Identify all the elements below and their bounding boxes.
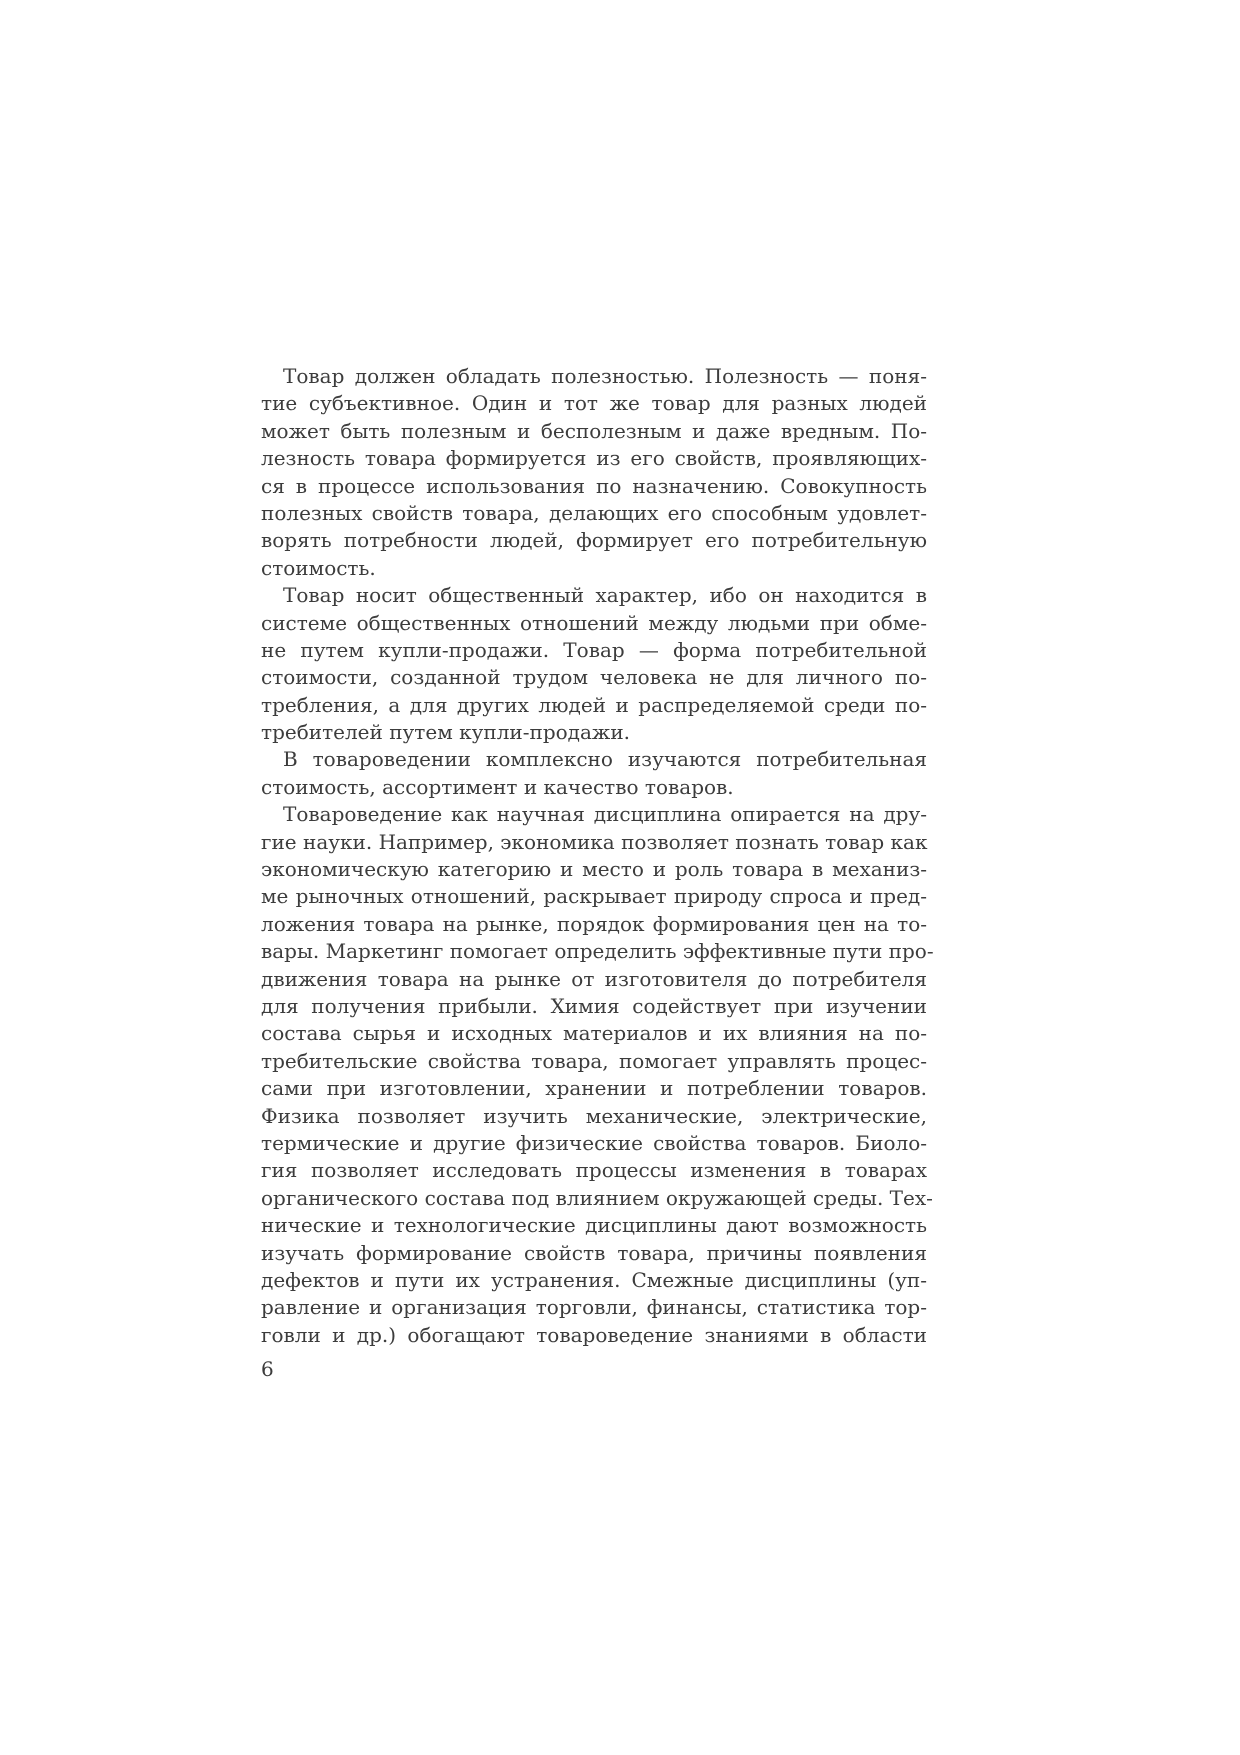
text-line: лезность товара формируется из его свойств, проявляющих- <box>261 446 927 471</box>
text-line: ворять потребности людей, формирует его потребительную <box>261 528 927 553</box>
text-line: для получения прибыли. Химия содействует при изучении <box>261 993 927 1018</box>
text-line: гия позволяет исследовать процессы изменения в товарах <box>261 1158 927 1183</box>
text-line: ся в процессе использования по назначению. Совокупность <box>261 473 927 498</box>
text-line: не путем купли-продажи. Товар — форма потребительной <box>261 637 927 662</box>
text-line: Товар должен обладать полезностью. Полезность — поня- <box>283 364 927 388</box>
text-line: требителей путем купли-продажи. <box>261 720 631 745</box>
text-line: тие субъективное. Один и тот же товар для разных людей <box>261 391 927 416</box>
text-line: Товар носит общественный характер, ибо он находится в <box>283 583 927 608</box>
text-line: Товароведение как научная дисциплина опирается на дру- <box>283 802 927 827</box>
text-line: Физика позволяет изучить механические, электрические, <box>261 1103 927 1128</box>
text-line: вары. Маркетинг помогает определить эффективные пути про- <box>261 939 934 964</box>
text-line: системе общественных отношений между людьми при обме- <box>261 610 927 635</box>
text-line: ме рыночных отношений, раскрывает природу спроса и пред- <box>261 884 927 909</box>
text-line: В товароведении комплексно изучаются потребительная <box>283 747 927 772</box>
text-line: говли и др.) обогащают товароведение знаниями в области <box>261 1322 927 1347</box>
text-line: требления, а для других людей и распределяемой среди по- <box>261 692 927 717</box>
text-line: нические и технологические дисциплины дают возможность <box>261 1213 927 1238</box>
text-line: равление и организация торговли, финансы, статистика тор- <box>261 1295 927 1320</box>
text-line: может быть полезным и бесполезным и даже вредным. По- <box>261 418 927 443</box>
text-line: состава сырья и исходных материалов и их влияния на по- <box>261 1021 927 1046</box>
text-line: гие науки. Например, экономика позволяет познать товар как <box>261 829 928 854</box>
text-line: полезных свойств товара, делающих его способным удовлет- <box>261 500 927 525</box>
text-line: ложения товара на рынке, порядок формирования цен на то- <box>261 911 927 936</box>
text-line: дефектов и пути их устранения. Смежные дисциплины (уп- <box>261 1267 927 1292</box>
text-line: термические и другие физические свойства товаров. Биоло- <box>261 1130 927 1155</box>
text-line: экономическую категорию и место и роль товара в механиз- <box>261 857 927 882</box>
text-line: требительские свойства товара, помогает управлять процес- <box>261 1048 927 1073</box>
text-line: движения товара на рынке от изготовителя до потребителя <box>261 966 927 991</box>
text-line: сами при изготовлении, хранении и потреблении товаров. <box>261 1076 927 1101</box>
text-line: стоимости, созданной трудом человека не для личного по- <box>261 665 927 690</box>
body-text <box>261 363 934 1349</box>
text-line: стоимость. <box>261 555 376 580</box>
text-line: изучать формирование свойств товара, причины появления <box>261 1240 927 1265</box>
text-line: стоимость, ассортимент и качество товаров. <box>261 774 734 799</box>
text-line: органического состава под влиянием окружающей среды. Тех- <box>261 1185 933 1210</box>
page-number: 6 <box>261 1357 274 1381</box>
